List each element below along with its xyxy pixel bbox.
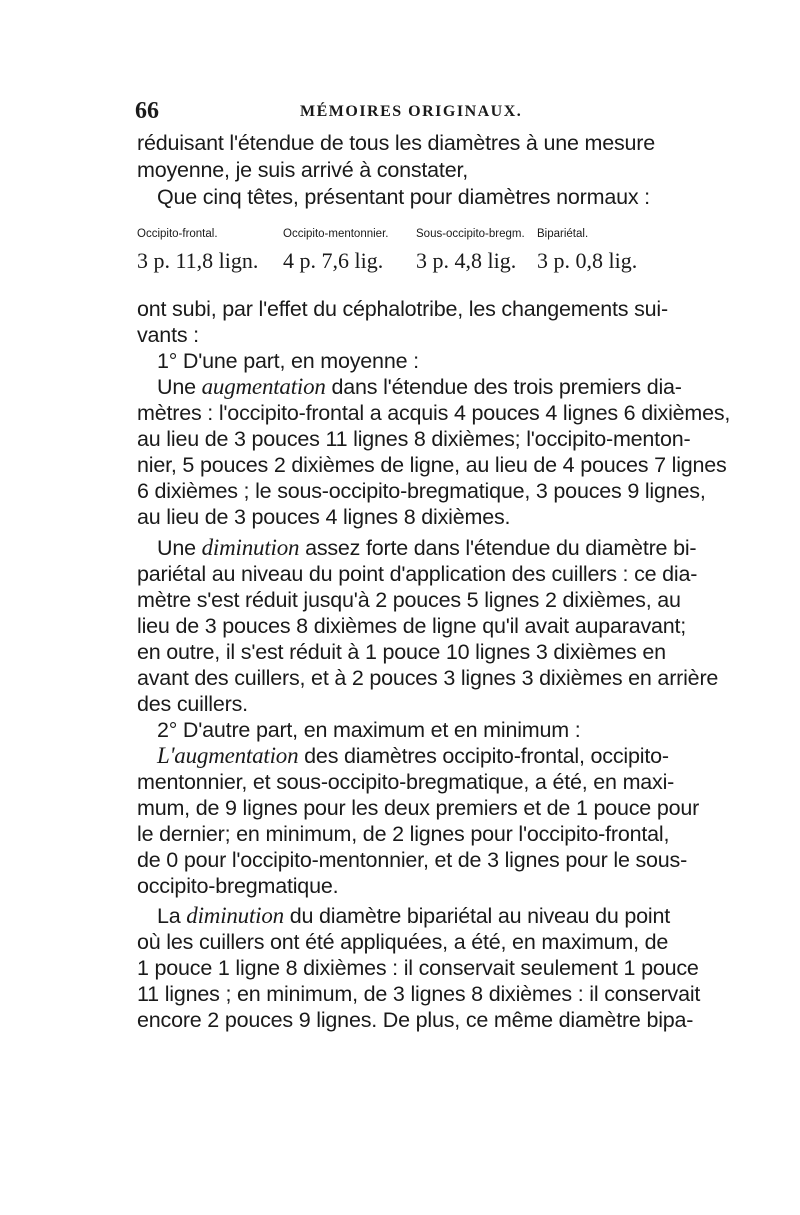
text-line: mentonnier, et sous-occipito-bregmatique, a été, en maxi-	[137, 770, 675, 794]
text-line: des cuillers.	[137, 692, 248, 716]
text-line	[157, 374, 682, 400]
text-line: Que cinq têtes, présentant pour diamètres normaux :	[157, 185, 650, 209]
value-biparietal: 3 p. 0,8 lig.	[537, 248, 638, 273]
text-line: mum, de 9 lignes pour les deux premiers et de 1 pouce pour	[137, 796, 700, 820]
text-line: 1 pouce 1 ligne 8 dixièmes : il conservait seulement 1 pouce	[137, 956, 699, 980]
text-line	[157, 743, 677, 769]
text-line: réduisant l'étendue de tous les diamètres à une mesure	[137, 131, 655, 155]
page-header	[135, 98, 655, 126]
text-line: mètre s'est réduit jusqu'à 2 pouces 5 lignes 2 dixièmes, au	[137, 588, 681, 612]
text-line: occipito-bregmatique.	[137, 874, 339, 898]
italic-run: diminution	[201, 535, 300, 560]
text-run: assez forte dans l'étendue du diamètre bi-	[299, 536, 697, 560]
text-line: ont subi, par l'effet du céphalotribe, les changements sui-	[137, 297, 668, 321]
text-run: du diamètre bipariétal au niveau du point	[283, 904, 671, 928]
text-line: avant des cuillers, et à 2 pouces 3 lignes 3 dixièmes en arrière	[137, 666, 719, 690]
text-run: Une	[157, 536, 202, 560]
text-line: en outre, il s'est réduit à 1 pouce 10 lignes 3 dixièmes en	[137, 640, 666, 664]
text-line: vants :	[137, 323, 199, 347]
text-line: au lieu de 3 pouces 4 lignes 8 dixièmes.	[137, 505, 511, 529]
column-occipito-mentonnier: Occipito-mentonnier.	[283, 228, 389, 240]
text-run: Une	[157, 375, 202, 399]
diameter-table-values	[137, 248, 657, 282]
text-line: de 0 pour l'occipito-mentonnier, et de 3 lignes pour le sous-	[137, 848, 688, 872]
text-line: pariétal au niveau du point d'application des cuillers : ce dia-	[137, 562, 698, 586]
value-sous-occipito-bregm: 3 p. 4,8 lig.	[416, 248, 517, 273]
column-occipito-frontal: Occipito-frontal.	[137, 228, 218, 240]
text-run: dans l'étendue des trois premiers dia-	[325, 375, 682, 399]
value-occipito-frontal: 3 p. 11,8 lign.	[137, 248, 259, 273]
text-line: le dernier; en minimum, de 2 lignes pour l'occipito-frontal,	[137, 822, 670, 846]
text-line: mètres : l'occipito-frontal a acquis 4 pouces 4 lignes 6 dixièmes,	[137, 401, 731, 425]
italic-run: L'augmentation	[157, 743, 299, 768]
page-number: 66	[135, 98, 159, 124]
text-line: nier, 5 pouces 2 dixièmes de ligne, au lieu de 4 pouces 7 lignes	[137, 453, 727, 477]
text-line	[157, 903, 677, 929]
column-biparietal: Bipariétal.	[537, 228, 589, 240]
text-line: moyenne, je suis arrivé à constater,	[137, 158, 468, 182]
italic-run: augmentation	[201, 374, 326, 399]
text-line: où les cuillers ont été appliquées, a été, en maximum, de	[137, 930, 669, 954]
text-line: 11 lignes ; en minimum, de 3 lignes 8 dixièmes : il conservait	[137, 982, 701, 1006]
column-sous-occipito-bregm: Sous-occipito-bregm.	[416, 228, 525, 240]
text-run: des diamètres occipito-frontal, occipito-	[298, 744, 669, 768]
diameter-table-header	[137, 228, 657, 248]
value-occipito-mentonnier: 4 p. 7,6 lig.	[283, 248, 384, 273]
text-line: au lieu de 3 pouces 11 lignes 8 dixièmes; l'occipito-menton-	[137, 427, 691, 451]
text-line: 6 dixièmes ; le sous-occipito-bregmatique, 3 pouces 9 lignes,	[137, 479, 706, 503]
text-line	[157, 535, 697, 561]
text-line: encore 2 pouces 9 lignes. De plus, ce même diamètre bipa-	[137, 1008, 694, 1032]
running-head: MÉMOIRES ORIGINAUX.	[300, 103, 523, 120]
text-line: lieu de 3 pouces 8 dixièmes de ligne qu'il avait auparavant;	[137, 614, 687, 638]
text-line: 1° D'une part, en moyenne :	[157, 349, 419, 373]
text-run: La	[157, 904, 187, 928]
italic-run: diminution	[186, 903, 284, 928]
text-line: 2° D'autre part, en maximum et en minimum :	[157, 718, 581, 742]
